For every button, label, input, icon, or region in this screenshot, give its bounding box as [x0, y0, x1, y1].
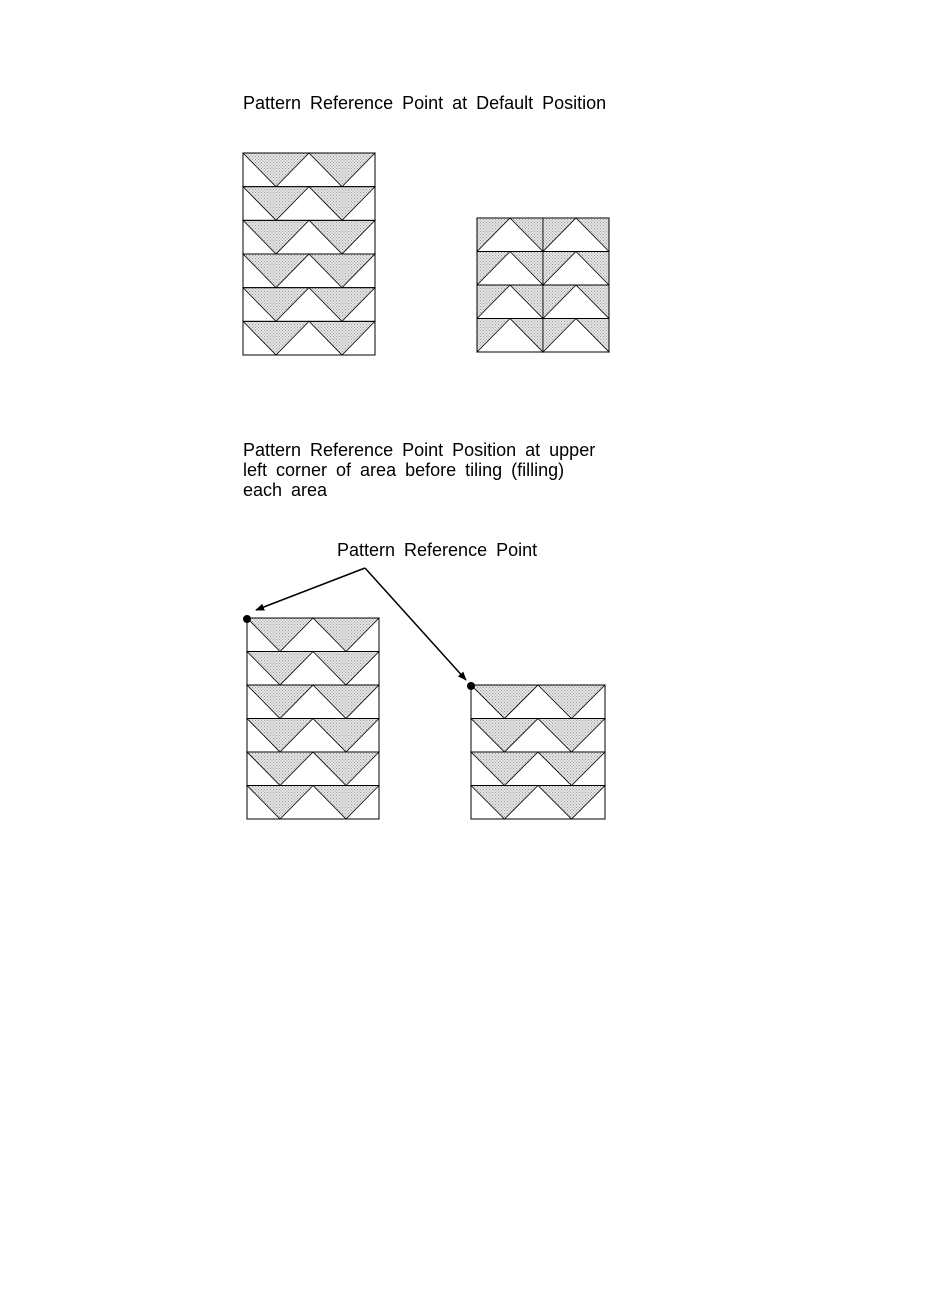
shaded-corner: [510, 218, 543, 252]
pattern-row: [247, 719, 379, 753]
upper-left-title-line-1: Pattern Reference Point Position at upper: [243, 440, 596, 460]
shaded-triangle: [538, 786, 605, 820]
shaded-corner: [477, 252, 510, 286]
pattern-row: [477, 319, 609, 353]
shaded-corner: [543, 218, 576, 252]
pattern-row: [247, 786, 379, 820]
pattern-row: [247, 652, 379, 686]
pattern-row: [247, 685, 379, 719]
shaded-triangle: [313, 618, 379, 652]
shaded-triangle: [471, 719, 538, 753]
shaded-triangle: [313, 719, 379, 753]
pattern-row: [243, 321, 375, 355]
shaded-triangle: [309, 187, 375, 221]
shaded-corner: [543, 285, 576, 319]
default-short-area: [477, 218, 609, 352]
pattern-row: [243, 153, 375, 187]
shaded-triangle: [313, 752, 379, 786]
arrow-to-tall-area: [256, 568, 365, 610]
upper-left-title-line-2: left corner of area before tiling (filling): [243, 460, 565, 480]
shaded-triangle: [471, 752, 538, 786]
pattern-row: [471, 685, 605, 719]
shaded-triangle: [243, 321, 309, 355]
shaded-triangle: [243, 220, 309, 254]
pattern-row: [471, 752, 605, 786]
shaded-triangle: [243, 254, 309, 288]
shaded-corner: [576, 218, 609, 252]
arrow-to-short-area: [365, 568, 466, 680]
shaded-triangle: [243, 288, 309, 322]
shaded-corner: [576, 319, 609, 353]
pattern-row: [243, 220, 375, 254]
reference-point-callout-label: Pattern Reference Point: [337, 540, 538, 560]
shaded-triangle: [309, 220, 375, 254]
shaded-triangle: [243, 187, 309, 221]
default-tall-area: [243, 153, 375, 355]
upper-left-title-line-3: each area: [243, 480, 328, 500]
pattern-row: [471, 719, 605, 753]
shaded-corner: [477, 285, 510, 319]
shaded-triangle: [538, 685, 605, 719]
pattern-row: [247, 752, 379, 786]
shaded-triangle: [313, 685, 379, 719]
reference-point-dot-tall: [243, 615, 251, 623]
pattern-row: [477, 285, 609, 319]
shaded-corner: [576, 285, 609, 319]
shaded-triangle: [538, 719, 605, 753]
shaded-triangle: [309, 321, 375, 355]
shaded-corner: [510, 252, 543, 286]
upper-left-short-area: [471, 685, 605, 819]
pattern-row: [243, 187, 375, 221]
shaded-triangle: [309, 153, 375, 187]
shaded-corner: [510, 319, 543, 353]
shaded-corner: [477, 319, 510, 353]
shaded-corner: [510, 285, 543, 319]
pattern-row: [471, 786, 605, 820]
default-position-title: Pattern Reference Point at Default Position: [243, 93, 607, 113]
shaded-triangle: [313, 652, 379, 686]
shaded-triangle: [247, 685, 313, 719]
pattern-row: [477, 218, 609, 252]
shaded-triangle: [471, 685, 538, 719]
shaded-triangle: [247, 618, 313, 652]
pattern-row: [477, 252, 609, 286]
shaded-triangle: [313, 786, 379, 820]
shaded-triangle: [309, 254, 375, 288]
shaded-triangle: [247, 719, 313, 753]
shaded-triangle: [247, 786, 313, 820]
shaded-triangle: [538, 752, 605, 786]
shaded-triangle: [309, 288, 375, 322]
pattern-row: [243, 288, 375, 322]
shaded-triangle: [247, 652, 313, 686]
upper-left-tall-area: [247, 618, 379, 819]
shaded-triangle: [471, 786, 538, 820]
pattern-row: [247, 618, 379, 652]
shaded-triangle: [247, 752, 313, 786]
shaded-corner: [576, 252, 609, 286]
pattern-row: [243, 254, 375, 288]
shaded-corner: [543, 252, 576, 286]
shaded-corner: [477, 218, 510, 252]
shaded-triangle: [243, 153, 309, 187]
shaded-corner: [543, 319, 576, 353]
reference-point-dot-short: [467, 682, 475, 690]
